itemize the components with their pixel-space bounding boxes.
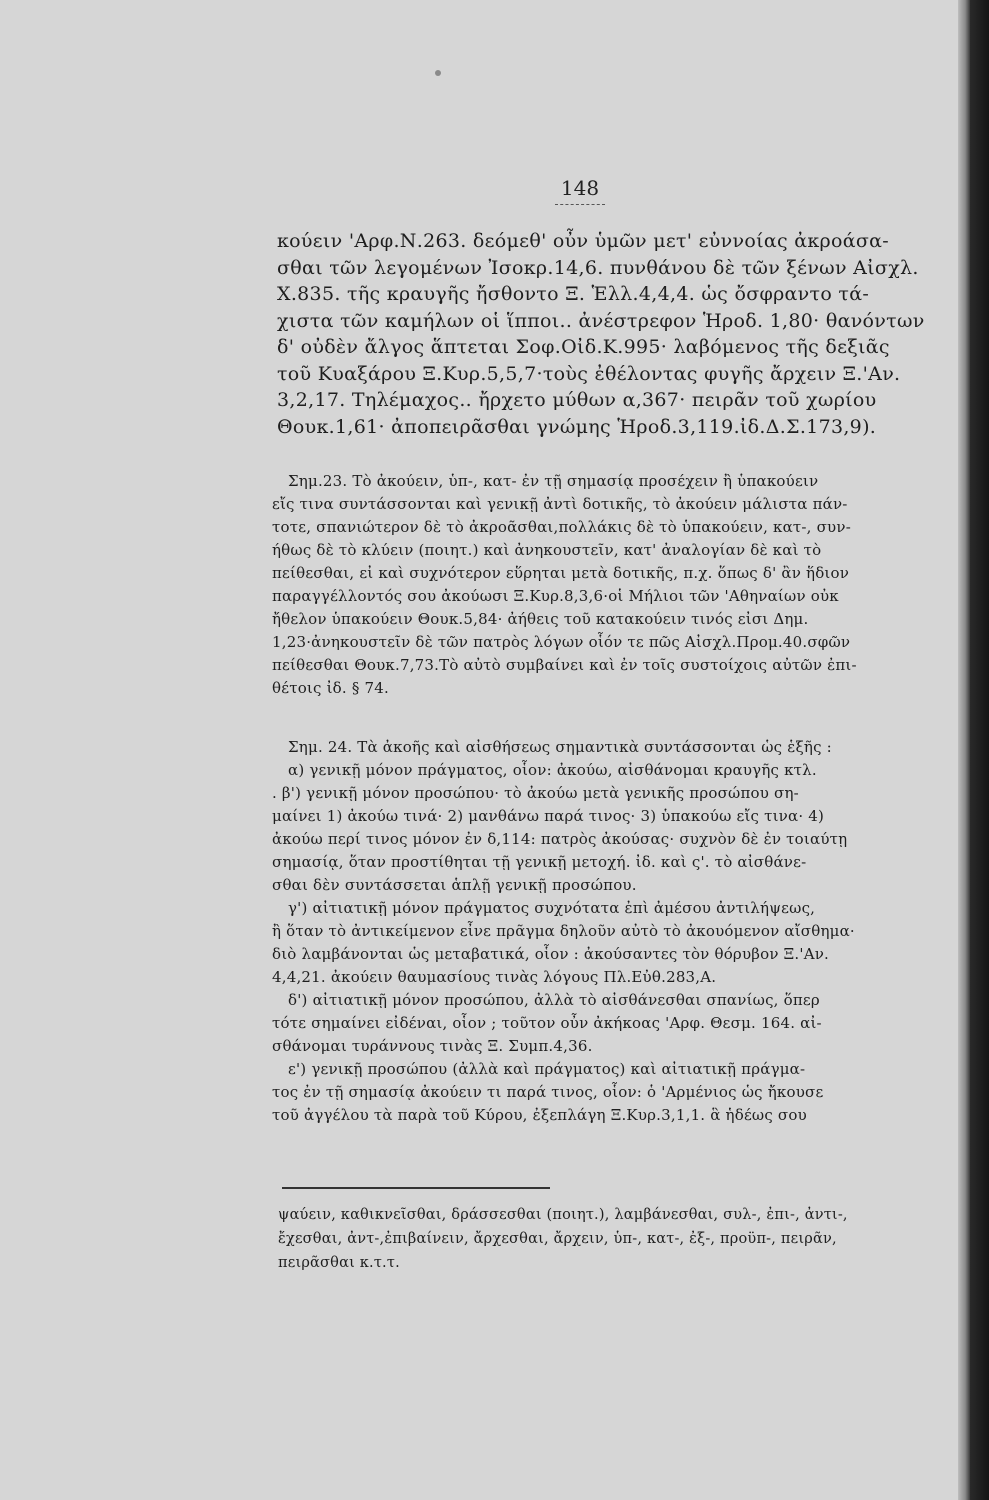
note-line: 1,23·ἀνηκουστεῖν δὲ τῶν πατρὸς λόγων οἷόν τε πῶς Αἰσχλ.Προμ.40.σφῶν — [272, 633, 851, 651]
note-line: . β') γενικῇ μόνον προσώπου· τὸ ἀκούω μετὰ γενικῆς προσώπου ση- — [272, 784, 799, 802]
text-line: 3,2,17. Τηλέμαχος.. ἤρχετο μύθων α,367· πειρᾶν τοῦ χωρίου — [277, 389, 877, 411]
note-line: εἴς τινα συντάσσονται καὶ γενικῇ ἀντὶ δοτικῆς, τὸ ἀκούειν μάλιστα πάν- — [272, 495, 848, 513]
text-line: κούειν 'Αρφ.Ν.263. δεόμεθ' οὖν ὑμῶν μετ' εὐννοίας ἀκροάσα- — [277, 230, 890, 252]
footnote-line: ψαύειν, καθικνεῖσθαι, δράσσεσθαι (ποιητ.), λαμβάνεσθαι, συλ-, ἐπι-, ἀντι-, — [278, 1207, 848, 1223]
footnote-line: πειρᾶσθαι κ.τ.τ. — [278, 1255, 400, 1271]
note-line: θέτοις ἰδ. § 74. — [272, 679, 389, 697]
note-line: τότε σημαίνει εἰδέναι, οἷον ; τοῦτον οὖν ἀκήκοας 'Αρφ. Θεσμ. 164. αἰ- — [272, 1014, 822, 1032]
note-line: τοτε, σπανιώτερον δὲ τὸ ἀκροᾶσθαι,πολλάκις δὲ τὸ ὑπακούειν, κατ-, συν- — [272, 518, 851, 536]
note-line: ἤθελον ὑπακούειν Θουκ.5,84· ἀήθεις τοῦ κατακούειν τινός εἰσι Δημ. — [272, 610, 809, 628]
text-line: σθαι τῶν λεγομένων Ἰσοκρ.14,6. πυνθάνου δὲ τῶν ξένων Αἰσχλ. — [277, 256, 919, 279]
note-23-block — [272, 470, 857, 700]
note-line: Σημ.23. Τὸ ἀκούειν, ὑπ-, κατ- ἐν τῇ σημασίᾳ προσέχειν ἢ ὑπακούειν — [288, 472, 819, 490]
note-line: ε') γενικῇ προσώπου (ἀλλὰ καὶ πράγματος) καὶ αἰτιατικῇ πράγμα- — [288, 1060, 806, 1078]
note-line: τοῦ ἀγγέλου τὰ παρὰ τοῦ Κύρου, ἐξεπλάγη Ξ.Κυρ.3,1,1. ἃ ἡδέως σου — [272, 1106, 807, 1124]
note-line: δ') αἰτιατικῇ μόνον προσώπου, ἀλλὰ τὸ αἰσθάνεσθαι σπανίως, ὅπερ — [288, 991, 820, 1009]
text-line: Χ.835. τῆς κραυγῆς ἤσθοντο Ξ. Ἑλλ.4,4,4. ὡς ὄσφραντο τά- — [277, 283, 870, 305]
note-line: παραγγέλλοντός σου ἀκούωσι Ξ.Κυρ.8,3,6·οἱ Μήλιοι τῶν 'Αθηναίων οὐκ — [272, 587, 839, 605]
text-line: Θουκ.1,61· ἀποπειρᾶσθαι γνώμης Ἡροδ.3,119.ἰδ.Δ.Σ.173,9). — [277, 415, 877, 438]
note-line: σθαι δὲν συντάσσεται ἁπλῇ γενικῇ προσώπου. — [272, 876, 637, 894]
note-line: πείθεσθαι, εἰ καὶ συχνότερον εὕρηται μετὰ δοτικῆς, π.χ. ὅπως δ' ἂν ἥδιον — [272, 564, 850, 582]
note-line: μαίνει 1) ἀκούω τινά· 2) μανθάνω παρά τινος· 3) ὑπακούω εἴς τινα· 4) — [272, 807, 825, 825]
footnote-separator — [282, 1187, 550, 1189]
note-line: Σημ. 24. Τὰ ἀκοῆς καὶ αἰσθήσεως σημαντικὰ συντάσσονται ὡς ἑξῆς : — [288, 738, 832, 756]
page-number-underline — [555, 204, 605, 205]
note-line: α) γενικῇ μόνον πράγματος, οἷον: ἀκούω, αἰσθάνομαι κραυγῆς κτλ. — [288, 761, 817, 779]
note-line: διὸ λαμβάνονται ὡς μεταβατικά, οἷον : ἀκούσαντες τὸν θόρυβον Ξ.'Αν. — [272, 945, 830, 963]
page-number: 148 — [560, 176, 600, 200]
book-spine-shadow — [958, 0, 970, 1500]
note-line: πείθεσθαι Θουκ.7,73.Τὸ αὐτὸ συμβαίνει καὶ ἐν τοῖς συστοίχοις αὐτῶν ἐπι- — [272, 656, 857, 674]
paper-spot — [435, 70, 441, 76]
text-line: τοῦ Κυαξάρου Ξ.Κυρ.5,5,7·τοὺς ἐθέλοντας φυγῆς ἄρχειν Ξ.'Αν. — [277, 362, 901, 385]
note-line: σημασίᾳ, ὅταν προστίθηται τῇ γενικῇ μετοχή. ἰδ. καὶ ς'. τὸ αἰσθάνε- — [272, 853, 807, 871]
note-line: γ') αἰτιατικῇ μόνον πράγματος συχνότατα ἐπὶ ἀμέσου ἀντιλήψεως, — [288, 899, 816, 917]
footnote-line: ἔχεσθαι, ἀντ-,ἐπιβαίνειν, ἄρχεσθαι, ἄρχειν, ὑπ-, κατ-, ἐξ-, προϋπ-, πειρᾶν, — [278, 1231, 837, 1247]
note-24-block — [272, 736, 855, 1127]
note-line: ήθως δὲ τὸ κλύειν (ποιητ.) καὶ ἀνηκουστεῖν, κατ' ἀναλογίαν δὲ καὶ τὸ — [272, 541, 822, 559]
footnote-block — [278, 1203, 848, 1275]
note-line: 4,4,21. ἀκούειν θαυμασίους τινὰς λόγους Πλ.Εὐθ.283,Α. — [272, 968, 717, 986]
text-line: δ' οὐδὲν ἄλγος ἅπτεται Σοφ.Οἰδ.Κ.995· λαβόμενος τῆς δεξιᾶς — [277, 336, 890, 358]
note-line: ἢ ὅταν τὸ ἀντικείμενον εἶνε πρᾶγμα δηλοῦν αὐτὸ τὸ ἀκουόμενον αἴσθημα· — [272, 922, 855, 940]
note-line: ἀκούω περί τινος μόνον ἐν δ,114: πατρὸς ἀκούσας· συχνὸν δὲ ἐν τοιαύτῃ — [272, 830, 848, 848]
main-text-block — [277, 228, 925, 440]
scan-edge — [970, 0, 989, 1500]
note-line: σθάνομαι τυράννους τινὰς Ξ. Συμπ.4,36. — [272, 1037, 593, 1055]
text-line: χιστα τῶν καμήλων οἱ ἵπποι.. ἀνέστρεφον Ἡροδ. 1,80· θανόντων — [277, 309, 925, 332]
note-line: τος ἐν τῇ σημασίᾳ ἀκούειν τι παρά τινος, οἷον: ὁ 'Αρμένιος ὡς ἤκουσε — [272, 1083, 824, 1101]
